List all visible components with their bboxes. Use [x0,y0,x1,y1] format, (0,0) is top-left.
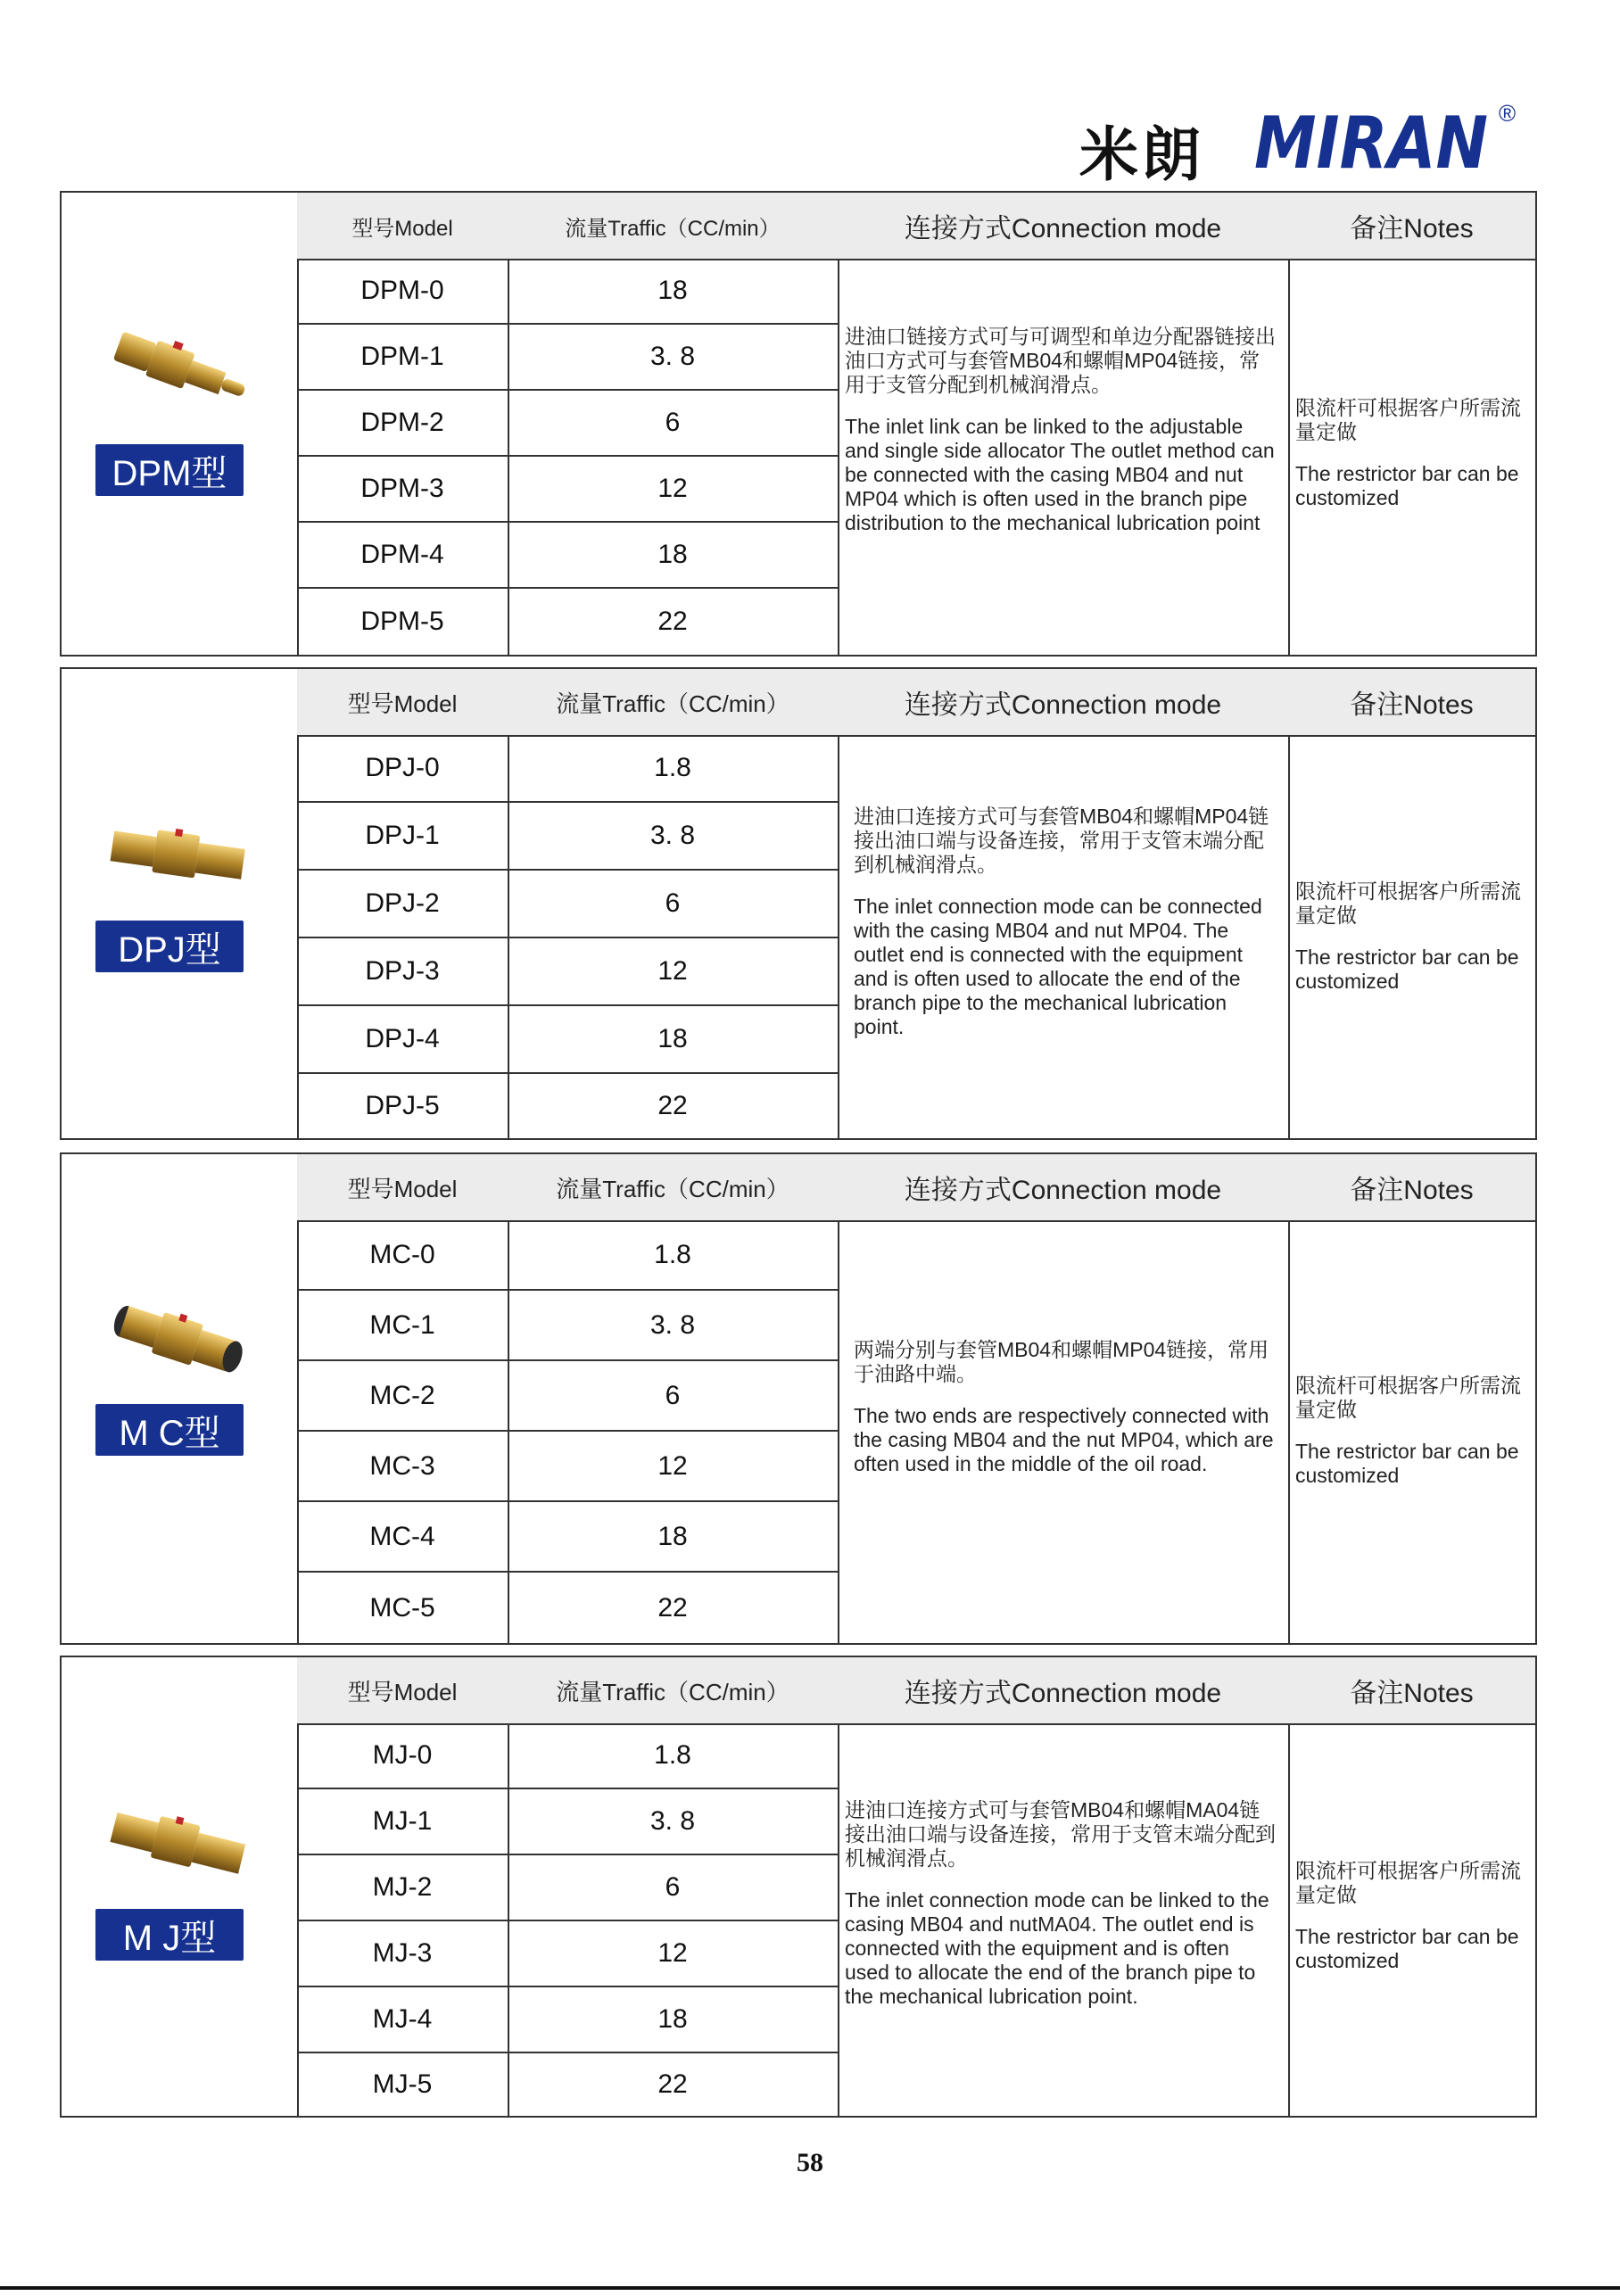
model-cell: DPJ-1 [297,803,508,871]
connection-chinese: 进油口链接方式可与可调型和单边分配器链接出油口方式可与套管MB04和螺帽MP04链接，常用于支管分配到机械润滑点。 [845,325,1276,396]
flow-cell: 18 [508,1502,838,1573]
header-notes: 备注Notes [1288,1154,1535,1222]
model-cell: MJ-3 [297,1921,508,1987]
flow-cell: 1.8 [508,1723,838,1789]
header-flow: 流量Traffic（CC/min） [508,669,838,737]
brass-fitting-icon [95,1288,265,1395]
section-mj [60,1656,1537,2118]
connection-column [838,1657,1290,2116]
connection-column [838,669,1290,1138]
connection-description [854,1338,1279,1494]
header-model: 型号Model [297,193,508,260]
model-cell: MC-2 [297,1361,508,1432]
product-cell [62,193,299,655]
product-type-badge: M C型 [95,1404,244,1456]
model-cell: DPJ-2 [297,871,508,938]
notes-english: The restrictor bar can be customized [1295,1925,1519,1972]
product-cell [62,669,299,1138]
flow-cell: 18 [508,259,838,325]
notes-column [1288,1657,1535,2116]
header-connection: 连接方式Connection mode [838,669,1288,737]
flow-column [508,1154,839,1643]
flow-cell: 12 [508,1921,838,1987]
model-cell: DPJ-0 [297,735,508,803]
model-column [297,669,509,1138]
model-cell: DPM-5 [360,607,444,636]
notes-description [1295,396,1526,528]
model-cell: MJ-2 [297,1855,508,1921]
notes-column [1288,669,1535,1138]
product-cell [62,1154,299,1643]
flow-cell: 6 [508,1361,838,1432]
header-model: 型号Model [297,1154,508,1222]
notes-chinese: 限流杆可根据客户所需流量定做 [1295,396,1521,443]
flow-cell: 3. 8 [508,1291,838,1361]
header-flow: 流量Traffic（CC/min） [508,1154,838,1222]
notes-chinese: 限流杆可根据客户所需流量定做 [1295,1374,1521,1421]
flow-cell: 18 [508,1987,838,2053]
flow-cell: 3. 8 [508,1789,838,1855]
flow-cell: 22 [657,607,688,636]
header-model: 型号Model [297,1657,508,1725]
connection-description [854,805,1279,1057]
flow-cell: 3. 8 [508,803,838,871]
notes-chinese: 限流杆可根据客户所需流量定做 [1295,880,1521,927]
model-cell: DPJ-5 [365,1091,440,1120]
section-dpm [60,191,1537,657]
miran-logo-icon [1254,107,1488,175]
flow-cell: 12 [508,457,838,523]
flow-column [508,193,839,655]
model-cell: MC-5 [369,1592,435,1623]
connection-column [838,193,1290,655]
brand-chinese-name: 米朗 [1079,120,1204,189]
model-cell: MC-0 [297,1220,508,1291]
header-notes: 备注Notes [1288,669,1535,737]
model-cell: DPM-3 [297,457,508,523]
header-connection: 连接方式Connection mode [838,1657,1288,1725]
model-column [297,193,509,655]
connection-chinese: 进油口连接方式可与套管MB04和螺帽MP04链接出油口端与设备连接，常用于支管末端分配到机械润滑点。 [854,805,1269,876]
connection-description [845,325,1279,553]
brand-logo [1079,100,1525,189]
connection-english: The inlet link can be linked to the adjustable and single side allocator The outlet method can be connected with the casing MB04 and nut MP04 which is often used in the branch pipe distribution to the mechanical lubrication point [845,415,1275,534]
flow-cell: 12 [508,938,838,1006]
connection-column [838,1154,1290,1643]
section-mc [60,1152,1537,1645]
header-flow: 流量Traffic（CC/min） [508,193,838,260]
notes-english: The restrictor bar can be customized [1295,946,1519,993]
page-number: 58 [797,2148,823,2177]
notes-column [1288,193,1535,655]
model-column [297,1657,509,2116]
model-cell: DPM-4 [297,523,508,589]
notes-description [1295,880,1526,1012]
model-cell: DPJ-3 [297,938,508,1006]
brass-fitting-icon [95,1791,265,1898]
flow-cell: 3. 8 [508,325,838,391]
connection-english: The inlet connection mode can be linked to the casing MB04 and nutMA04. The outlet end is connected with the equipment and is often used to allocate the end of the branch pipe to the mechanical lubrication point. [845,1888,1269,2008]
header-notes: 备注Notes [1288,193,1535,260]
product-type-badge: DPJ型 [95,921,244,972]
flow-cell: 6 [508,391,838,457]
model-cell: MJ-1 [297,1789,508,1855]
notes-english: The restrictor bar can be customized [1295,462,1519,509]
model-cell: DPM-2 [297,391,508,457]
flow-cell: 6 [508,871,838,938]
flow-cell: 1.8 [508,735,838,803]
product-cell [62,1657,299,2116]
flow-cell: 1.8 [508,1220,838,1291]
header-connection: 连接方式Connection mode [838,1154,1288,1222]
flow-cell: 22 [657,1091,688,1120]
model-cell: MJ-5 [372,2069,433,2099]
flow-column [508,669,839,1138]
flow-cell: 18 [508,1006,838,1074]
connection-description [845,1798,1279,2027]
model-cell: MC-4 [297,1502,508,1573]
flow-column [508,1657,839,2116]
brass-fitting-icon [95,803,265,910]
model-cell: DPM-0 [297,259,508,325]
notes-column [1288,1154,1535,1643]
header-connection: 连接方式Connection mode [838,193,1288,260]
brass-fitting-icon [95,318,265,425]
notes-description [1295,1859,1526,1991]
connection-english: The inlet connection mode can be connected with the casing MB04 and nut MP04. The outlet end is connected with the equipment and is often used to allocate the end of the branch pipe to the mechanical lubrication point. [854,895,1262,1038]
registered-mark: ® [1499,100,1517,127]
connection-chinese: 两端分别与套管MB04和螺帽MP04链接，常用于油路中端。 [854,1338,1269,1385]
model-cell: MC-1 [297,1291,508,1361]
model-cell: MJ-0 [297,1723,508,1789]
model-cell: DPM-1 [297,325,508,391]
notes-english: The restrictor bar can be customized [1295,1440,1519,1487]
product-type-badge: DPM型 [95,444,244,496]
model-cell: DPJ-4 [297,1006,508,1074]
connection-english: The two ends are respectively connected with the casing MB04 and the nut MP04, which are often used in the middle of the oil road. [854,1404,1274,1475]
flow-cell: 22 [657,2069,688,2099]
notes-chinese: 限流杆可根据客户所需流量定做 [1295,1859,1521,1906]
header-flow: 流量Traffic（CC/min） [508,1657,838,1725]
flow-cell: 12 [508,1432,838,1502]
product-type-badge: M J型 [95,1909,244,1961]
section-dpj [60,667,1537,1140]
flow-cell: 22 [657,1592,688,1623]
model-cell: MJ-4 [297,1987,508,2053]
header-model: 型号Model [297,669,508,737]
header-notes: 备注Notes [1288,1657,1535,1725]
flow-cell: 6 [508,1855,838,1921]
connection-chinese: 进油口连接方式可与套管MB04和螺帽MA04链接出油口端与设备连接，常用于支管末端分配到机械润滑点。 [845,1798,1276,1870]
model-cell: MC-3 [297,1432,508,1502]
model-column [297,1154,509,1643]
flow-cell: 18 [508,523,838,589]
svg-text:MIRAN: MIRAN [1254,107,1488,175]
footer-divider [0,2286,1620,2290]
notes-description [1295,1374,1526,1506]
